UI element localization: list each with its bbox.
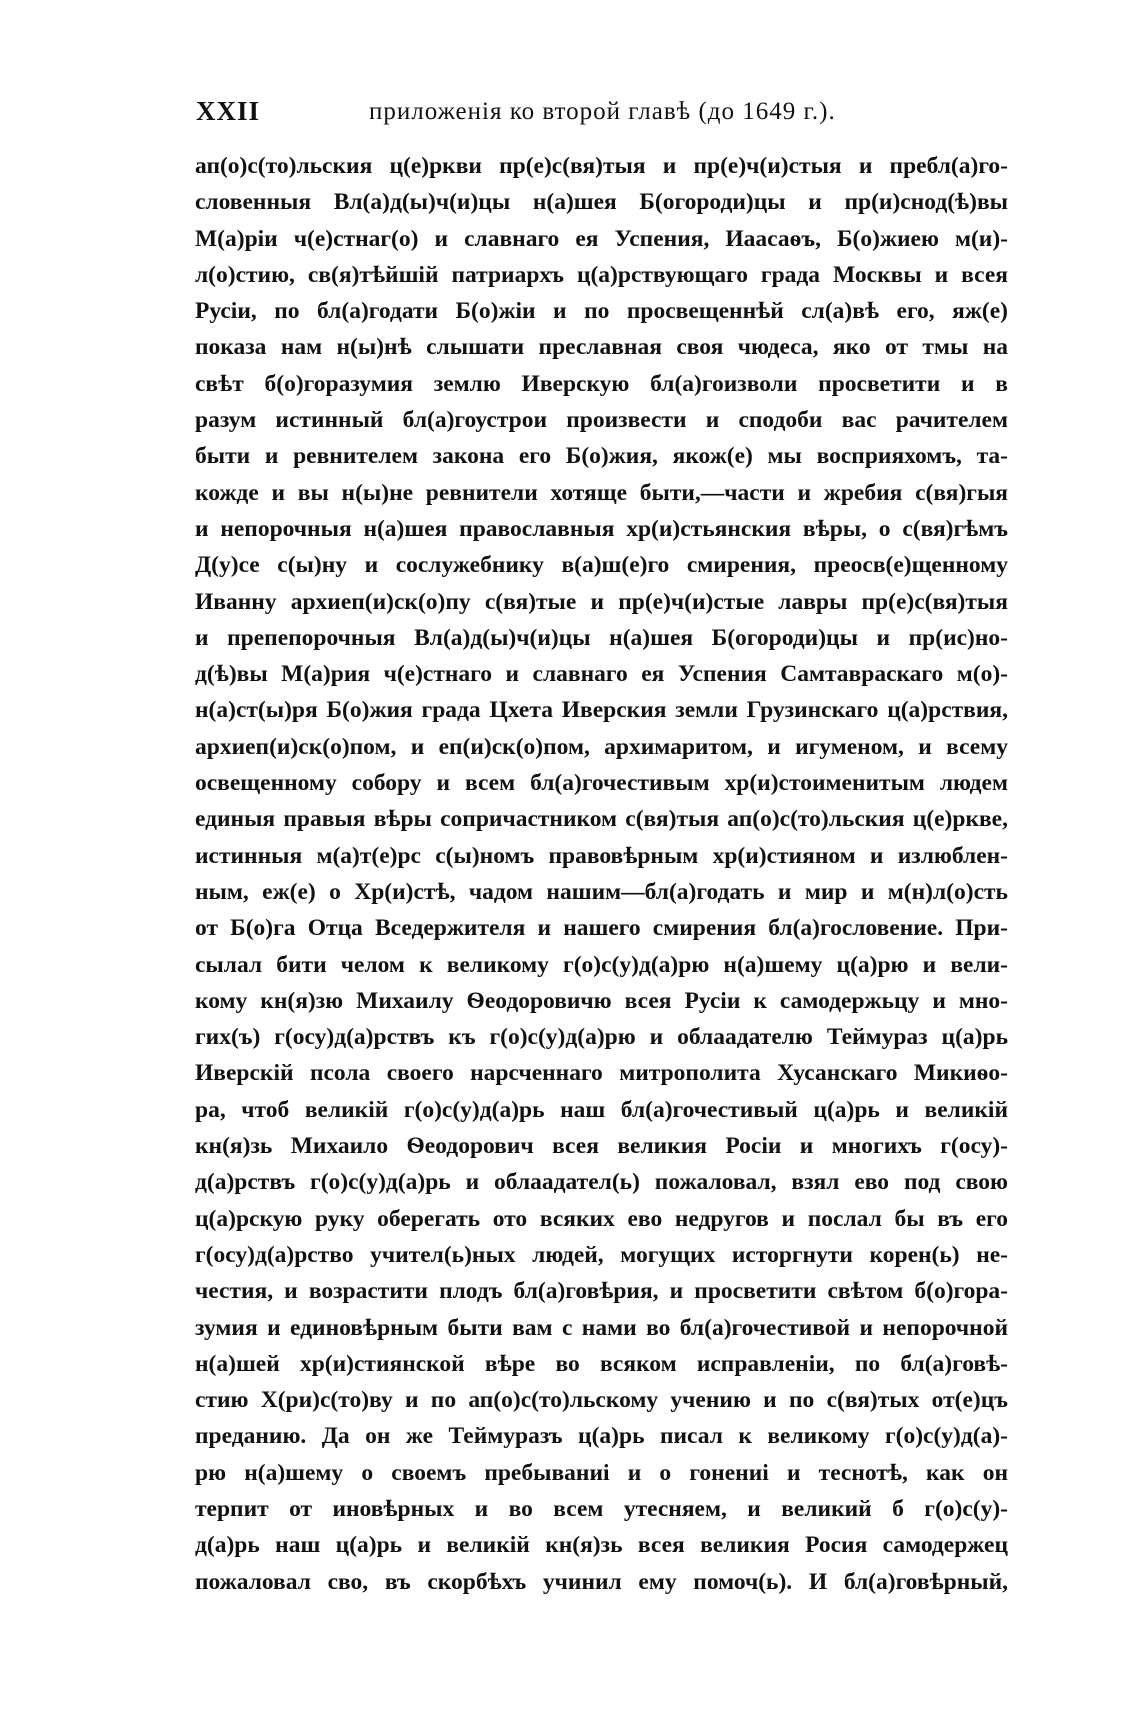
text-line: Русiи, по бл(а)годати Б(о)жiи и по просвещеннѣй сл(а)вѣ его, яж(е) <box>195 298 1008 325</box>
text-line: гих(ъ) г(осу)д(а)рствъ къ г(о)с(у)д(а)рю и облаадателю Теймураз ц(а)рь <box>195 1024 1008 1051</box>
running-title: приложенія ко второй главѣ (до 1649 г.). <box>369 98 836 125</box>
text-line: кн(я)зь Михаило Ѳеодорович всея великия Росiи и многихъ г(осу)- <box>195 1133 1008 1160</box>
text-line: истинныя м(а)т(е)рс с(ы)номъ правовѣрным хр(и)стияном и излюблен- <box>195 842 1008 869</box>
text-line: ап(о)с(то)льския ц(е)ркви пр(е)с(вя)тыя и пр(е)ч(и)стыя и пребл(а)го- <box>195 153 1008 179</box>
text-line: разум истинный бл(а)гоустрои произвести и сподоби вас рачителем <box>195 407 1008 434</box>
text-line: показа нам н(ы)нѣ слышати преславная своя чюдеса, яко от тмы на <box>195 334 1008 361</box>
text-line: н(а)ст(ы)ря Б(о)жия града Цхета Иверския земли Грузинскаго ц(а)рствия, <box>195 697 1008 724</box>
text-line: М(а)рiи ч(е)стнаг(о) и славнаго ея Успения, Иаасаѳъ, Б(о)жиею м(и)- <box>195 225 1008 252</box>
text-line: д(а)рствъ г(о)с(у)д(а)рь и облаадател(ь) пожаловал, взял ево под свою <box>195 1169 1008 1196</box>
text-line: стию Х(ри)с(то)ву и по ап(о)с(то)льскому учению и по с(вя)тых от(е)цъ <box>195 1387 1008 1414</box>
text-line: д(ѣ)вы М(а)рия ч(е)стнаго и славнаго ея Успения Самтавраскаго м(о)- <box>195 661 1008 688</box>
text-line: н(а)шей хр(и)стиянской вѣре во всяком исправленiи, по бл(а)говѣ- <box>195 1350 1008 1377</box>
text-line: и непорочныя н(а)шея православныя хр(и)стьянския вѣры, о с(вя)гѣмъ <box>195 515 1008 542</box>
text-line: л(о)стию, св(я)тѣйшiй патриархъ ц(а)рствующаго града Москвы и всея <box>195 261 1008 288</box>
text-line: сылал бити челом к великому г(о)с(у)д(а)рю н(а)шему ц(а)рю и вели- <box>195 951 1008 978</box>
text-line: честия, и возрастити плодъ бл(а)говѣрия, и просветити свѣтом б(о)гора- <box>195 1278 1008 1305</box>
text-line: единыя правыя вѣры сопричастником с(вя)тыя ап(о)с(то)льския ц(е)ркве, <box>195 806 1008 833</box>
text-line: зумия и единовѣрным быти вам с нами во бл(а)гочестивой и непорочной <box>195 1314 1008 1341</box>
text-line: пожаловал сво, въ скорбѣхъ учинил ему помоч(ь). И бл(а)говѣрный, <box>195 1568 1008 1595</box>
text-line: Д(у)се с(ы)ну и сослужебнику в(а)ш(е)го смирения, преосв(е)щенному <box>195 552 1008 579</box>
text-line: быти и ревнителем закона его Б(о)жия, якож(е) мы восприяхомъ, та- <box>195 443 1008 470</box>
text-line: кому кн(я)зю Михаилу Ѳеодоровичю всея Русiи к самодержьцу и мно- <box>195 987 1008 1014</box>
text-line: д(а)рь наш ц(а)рь и великiй кн(я)зь всея великия Росия самодержец <box>195 1532 1008 1559</box>
text-line: рю н(а)шему о своемъ пребываниi и о гонениi и теснотѣ, как он <box>195 1459 1008 1486</box>
text-line: от Б(о)га Отца Вседержителя и нашего смирения бл(а)гословение. При- <box>195 915 1008 942</box>
text-line: Иванну архиеп(и)ск(о)пу с(вя)тые и пр(е)ч(и)стые лавры пр(е)с(вя)тыя <box>195 588 1008 615</box>
text-line: ным, еж(е) о Хр(и)стѣ, чадом нашим—бл(а)годать и мир и м(н)л(о)сть <box>195 878 1008 905</box>
text-line: свѣт б(о)горазумия землю Иверскую бл(а)гоизволи просветити и в <box>195 370 1008 397</box>
text-line: архиеп(и)ск(о)пом, и еп(и)ск(о)пом, архимаритом, и игуменом, и всему <box>195 733 1008 760</box>
text-line: ра, чтоб великiй г(о)с(у)д(а)рь наш бл(а)гочестивый ц(а)рь и великiй <box>195 1096 1008 1123</box>
running-head <box>196 96 1006 136</box>
text-line: ц(а)рскую руку оберегать ото всяких ево недругов и послал бы въ его <box>195 1205 1008 1232</box>
page-number: XXII <box>196 96 261 126</box>
text-line: г(осу)д(а)рство учител(ь)ных людей, могущих исторгнути корен(ь) не- <box>195 1241 1008 1268</box>
text-line: и препепорочныя Вл(а)д(ы)ч(и)цы н(а)шея Б(огороди)цы и пр(ис)но- <box>195 624 1008 651</box>
text-line: освещенному собору и всем бл(а)гочестивым хр(и)стоименитым людем <box>195 770 1008 797</box>
text-line: Иверскiй псола своего нарсченнаго митрополита Хусанскаго Микиѳо- <box>195 1060 1008 1087</box>
body-text <box>195 148 1008 1600</box>
text-line: терпит от иновѣрных и во всем утесняем, и великий б г(о)с(у)- <box>195 1495 1008 1522</box>
text-line: преданию. Да он же Теймуразъ ц(а)рь писал к великому г(о)с(у)д(а)- <box>195 1423 1008 1450</box>
text-line: кожде и вы н(ы)не ревнители хотяще быти,—части и жребия с(вя)гыя <box>195 479 1008 506</box>
text-line: словенныя Вл(а)д(ы)ч(и)цы н(а)шея Б(огороди)цы и пр(и)снод(ѣ)вы <box>195 189 1008 216</box>
